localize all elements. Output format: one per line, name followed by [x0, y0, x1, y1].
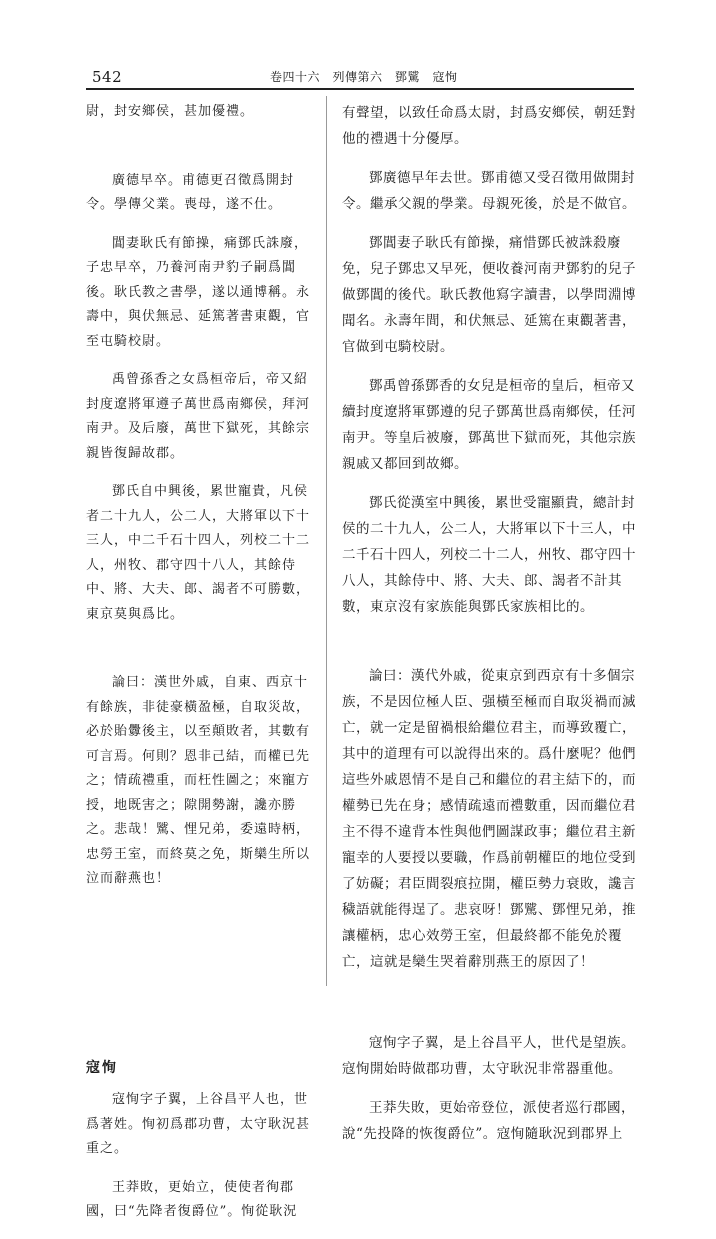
paragraph: 王莽失敗，更始帝登位，派使者巡行郡國，說“先投降的恢復爵位”。寇恂隨耿況到郡界上	[342, 1100, 635, 1142]
paragraph: 尉，封安鄉侯，甚加優禮。	[86, 104, 255, 119]
classical-text-column	[86, 100, 318, 1239]
translation-column	[342, 100, 640, 1160]
paragraph: 論曰：漢代外戚，從東京到西京有十多個宗族，不是因位極人臣、强橫至極而自取災禍而滅亡，就一定是留禍根給繼位君主，而導致覆亡，其中的道理有可以說得出來的。爲什麼呢？他們這些外戚恩情不是自己和繼位的君主結下的，而權勢已先在身；感情疏遠而禮數重，因而繼位君主不得不違背本性與他們圖謀政事；繼位君主新寵幸的人要授以要職，作爲前朝權臣的地位受到了妨礙；君臣間裂痕拉開，權臣勢力衰敗，讒言穢語就能得逞了。悲哀呀！鄧騭、鄧悝兄弟，推讓權柄，忠心效勞王室，但最終都不能免於覆亡，這就是欒生哭着辭別燕王的原因了！	[342, 668, 636, 970]
paragraph: 鄧廣德早年去世。鄧甫德又受召徵用做開封令。繼承父親的學業。母親死後，於是不做官。	[342, 170, 636, 212]
paragraph: 論曰：漢世外戚，自東、西京十有餘族，非徒豪橫盈極，自取災故，必於貽釁後主，以至顛敗者，其數有可言焉。何則？恩非己結，而權已先之；情疏禮重，而枉性圖之；來寵方授，地既害之；隙開勢謝，讒亦勝之。悲哉！騭、悝兄弟，委遠時柄，忠勞王室，而終莫之免，斯欒生所以泣而辭燕也！	[86, 675, 311, 886]
paragraph: 鄧禹曾孫鄧香的女兒是桓帝的皇后，桓帝又續封度遼將軍鄧遵的兒子鄧萬世爲南鄉侯，任河南尹。等皇后被廢，鄧萬世下獄而死，其他宗族親戚又都回到故鄉。	[342, 378, 636, 472]
running-head: 卷四十六 列傳第六 鄧騭 寇恂	[270, 70, 458, 84]
paragraph: 寇恂字子翼，上谷昌平人也，世爲著姓。恂初爲郡功曹，太守耿況甚重之。	[86, 1092, 311, 1156]
paragraph: 王莽敗，更始立，使使者徇郡國，曰“先降者復爵位”。恂從耿況	[86, 1179, 298, 1219]
header-rule	[86, 88, 634, 90]
column-divider	[326, 96, 327, 986]
paragraph: 有聲望，以致任命爲太尉，封爲安鄉侯，朝廷對他的禮遇十分優厚。	[342, 105, 636, 147]
page-number: 542	[92, 68, 123, 86]
paragraph: 閶妻耿氏有節操，痛鄧氏誅廢，子忠早卒，乃養河南尹豹子嗣爲閶後。耿氏教之書學，遂以通博稱。永壽中，與伏無忌、延篤著書東觀，官至屯騎校尉。	[86, 235, 311, 349]
paragraph: 鄧閶妻子耿氏有節操，痛惜鄧氏被誅殺廢免，兒子鄧忠又早死，便收養河南尹鄧豹的兒子做鄧閶的後代。耿氏教他寫字讀書，以學問淵博聞名。永壽年間，和伏無忌、延篤在東觀著書，官做到屯騎校尉。	[342, 235, 636, 355]
paragraph: 廣德早卒。甫德更召徵爲開封令。學傳父業。喪母，遂不仕。	[86, 172, 295, 212]
paragraph: 禹曾孫香之女爲桓帝后，帝又紹封度遼將軍遵子萬世爲南鄉侯，拜河南尹。及后廢，萬世下獄死，其餘宗親皆復歸故郡。	[86, 372, 311, 461]
paragraph: 寇恂字子翼，是上谷昌平人，世代是望族。寇恂開始時做郡功曹，太守耿況非常器重他。	[342, 1035, 635, 1077]
paragraph: 鄧氏自中興後，累世寵貴，凡侯者二十九人，公二人，大將軍以下十三人，中二千石十四人，列校二十二人，州牧、郡守四十八人，其餘侍中、將、大夫、郎、謁者不可勝數，東京莫與爲比。	[86, 484, 311, 622]
section-title: 寇恂	[86, 1059, 118, 1076]
paragraph: 鄧氏從漢室中興後，累世受寵顯貴，總計封侯的二十九人，公二人，大將軍以下十三人，中二千石十四人，列校二十二人，州牧、郡守四十八人，其餘侍中、將、大夫、郎、謁者不計其數，東京沒有家族能與鄧氏家族相比的。	[342, 495, 636, 615]
